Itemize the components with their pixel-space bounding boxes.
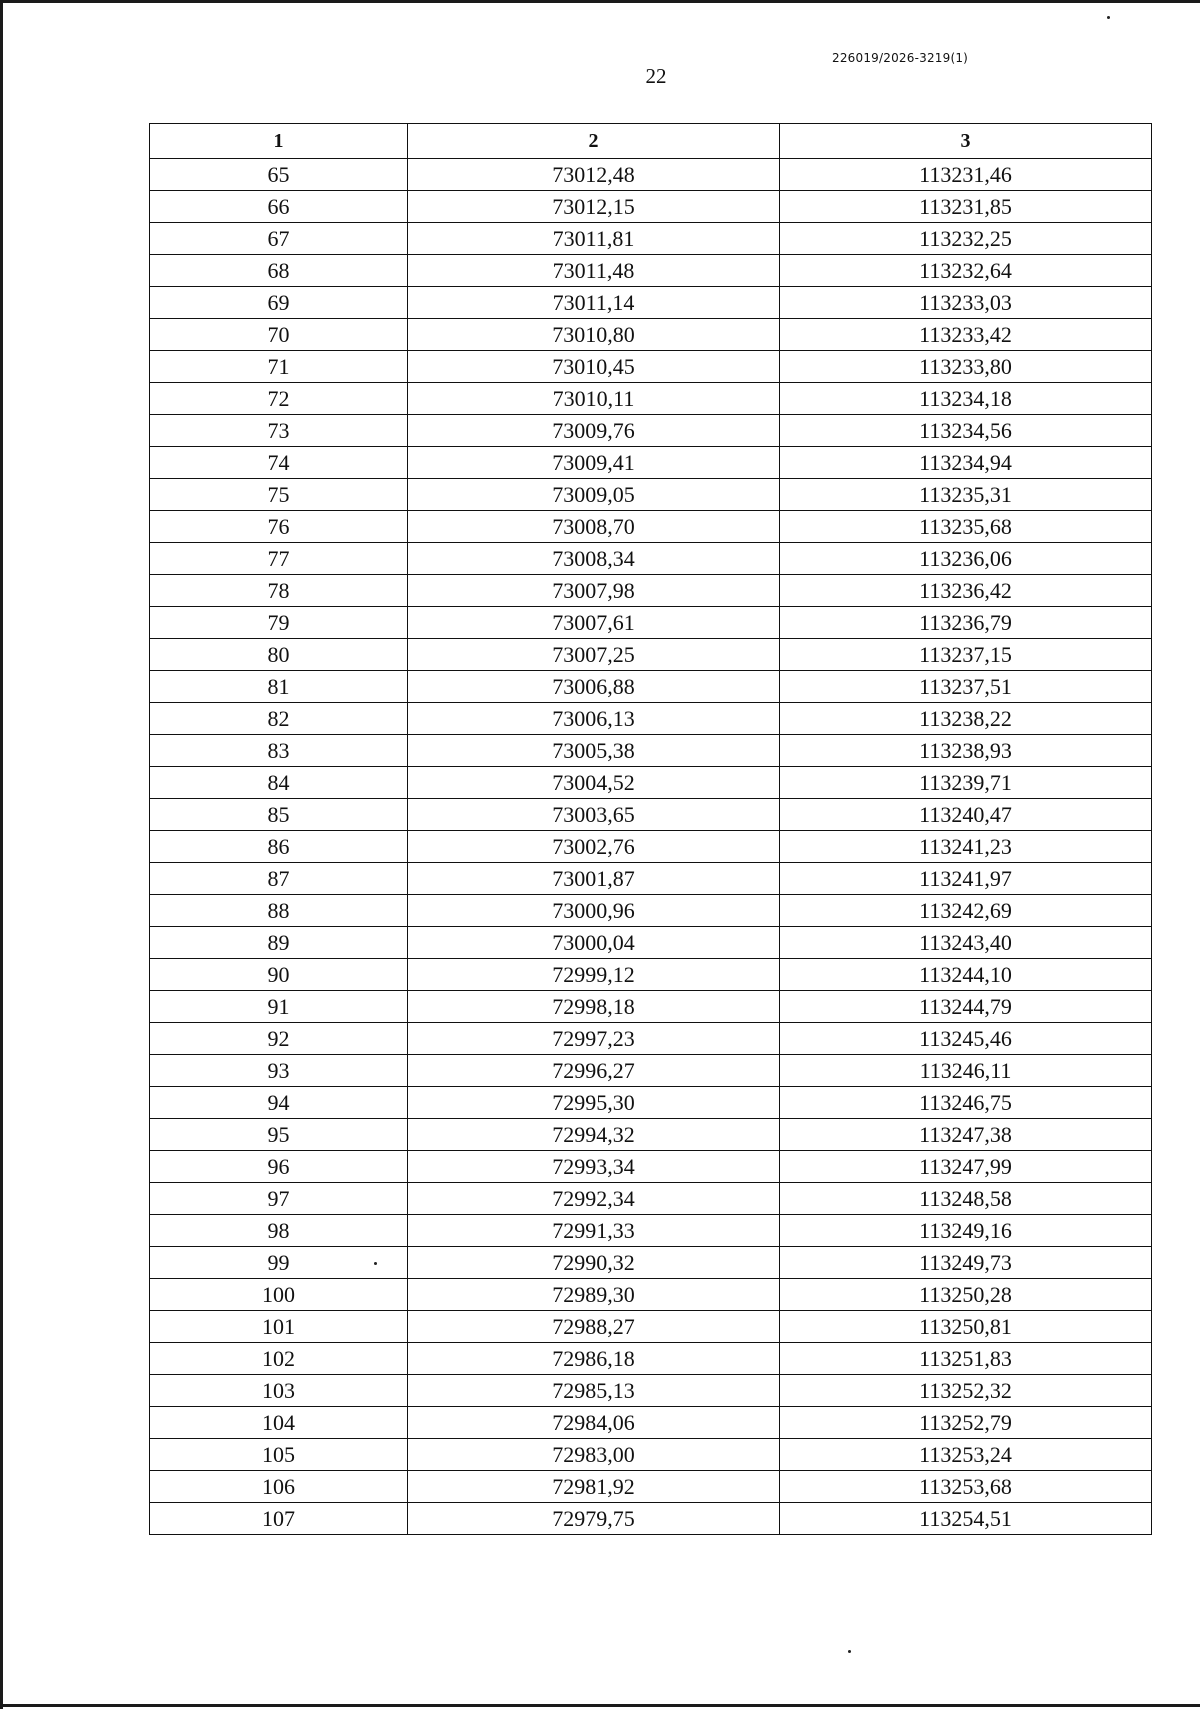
y-coordinate-cell: 113239,71 bbox=[780, 767, 1152, 799]
point-number-cell: 80 bbox=[150, 639, 408, 671]
x-coordinate-cell: 72979,75 bbox=[408, 1503, 780, 1535]
y-coordinate-cell: 113241,23 bbox=[780, 831, 1152, 863]
x-coordinate-cell: 72997,23 bbox=[408, 1023, 780, 1055]
x-coordinate-cell: 72990,32 bbox=[408, 1247, 780, 1279]
y-coordinate-cell: 113231,85 bbox=[780, 191, 1152, 223]
x-coordinate-cell: 72993,34 bbox=[408, 1151, 780, 1183]
y-coordinate-cell: 113252,79 bbox=[780, 1407, 1152, 1439]
scan-speck bbox=[848, 1650, 851, 1653]
table-body bbox=[150, 159, 1152, 1535]
point-number-cell: 104 bbox=[150, 1407, 408, 1439]
table-header bbox=[150, 124, 1152, 159]
column-header-3: 3 bbox=[780, 124, 1152, 159]
table-row bbox=[150, 223, 1152, 255]
point-number-cell: 83 bbox=[150, 735, 408, 767]
table-row bbox=[150, 1343, 1152, 1375]
y-coordinate-cell: 113247,99 bbox=[780, 1151, 1152, 1183]
coordinates-table bbox=[149, 123, 1152, 1535]
table-row bbox=[150, 511, 1152, 543]
x-coordinate-cell: 72994,32 bbox=[408, 1119, 780, 1151]
table-row bbox=[150, 415, 1152, 447]
y-coordinate-cell: 113240,47 bbox=[780, 799, 1152, 831]
point-number-cell: 70 bbox=[150, 319, 408, 351]
table-row bbox=[150, 1023, 1152, 1055]
x-coordinate-cell: 72985,13 bbox=[408, 1375, 780, 1407]
x-coordinate-cell: 73009,41 bbox=[408, 447, 780, 479]
coordinates-table-container bbox=[149, 123, 1152, 1535]
table-row bbox=[150, 1375, 1152, 1407]
x-coordinate-cell: 72988,27 bbox=[408, 1311, 780, 1343]
table-row bbox=[150, 159, 1152, 191]
x-coordinate-cell: 73011,81 bbox=[408, 223, 780, 255]
x-coordinate-cell: 72998,18 bbox=[408, 991, 780, 1023]
x-coordinate-cell: 72991,33 bbox=[408, 1215, 780, 1247]
y-coordinate-cell: 113234,56 bbox=[780, 415, 1152, 447]
table-row bbox=[150, 575, 1152, 607]
y-coordinate-cell: 113243,40 bbox=[780, 927, 1152, 959]
x-coordinate-cell: 73011,14 bbox=[408, 287, 780, 319]
point-number-cell: 77 bbox=[150, 543, 408, 575]
point-number-cell: 97 bbox=[150, 1183, 408, 1215]
point-number-cell: 96 bbox=[150, 1151, 408, 1183]
x-coordinate-cell: 73001,87 bbox=[408, 863, 780, 895]
x-coordinate-cell: 73012,15 bbox=[408, 191, 780, 223]
point-number-cell: 95 bbox=[150, 1119, 408, 1151]
table-row bbox=[150, 671, 1152, 703]
table-row bbox=[150, 1247, 1152, 1279]
y-coordinate-cell: 113236,06 bbox=[780, 543, 1152, 575]
y-coordinate-cell: 113244,79 bbox=[780, 991, 1152, 1023]
table-row bbox=[150, 1183, 1152, 1215]
table-row bbox=[150, 1311, 1152, 1343]
y-coordinate-cell: 113249,73 bbox=[780, 1247, 1152, 1279]
point-number-cell: 107 bbox=[150, 1503, 408, 1535]
x-coordinate-cell: 73010,11 bbox=[408, 383, 780, 415]
x-coordinate-cell: 73008,70 bbox=[408, 511, 780, 543]
table-row bbox=[150, 319, 1152, 351]
y-coordinate-cell: 113233,42 bbox=[780, 319, 1152, 351]
x-coordinate-cell: 72999,12 bbox=[408, 959, 780, 991]
point-number-cell: 68 bbox=[150, 255, 408, 287]
table-row bbox=[150, 959, 1152, 991]
table-row bbox=[150, 351, 1152, 383]
x-coordinate-cell: 73007,25 bbox=[408, 639, 780, 671]
y-coordinate-cell: 113237,51 bbox=[780, 671, 1152, 703]
point-number-cell: 82 bbox=[150, 703, 408, 735]
x-coordinate-cell: 73008,34 bbox=[408, 543, 780, 575]
table-row bbox=[150, 1087, 1152, 1119]
table-row bbox=[150, 1151, 1152, 1183]
table-row bbox=[150, 1407, 1152, 1439]
x-coordinate-cell: 73005,38 bbox=[408, 735, 780, 767]
y-coordinate-cell: 113251,83 bbox=[780, 1343, 1152, 1375]
scan-speck bbox=[374, 1262, 377, 1265]
y-coordinate-cell: 113242,69 bbox=[780, 895, 1152, 927]
x-coordinate-cell: 73006,13 bbox=[408, 703, 780, 735]
y-coordinate-cell: 113238,93 bbox=[780, 735, 1152, 767]
y-coordinate-cell: 113233,80 bbox=[780, 351, 1152, 383]
point-number-cell: 90 bbox=[150, 959, 408, 991]
y-coordinate-cell: 113254,51 bbox=[780, 1503, 1152, 1535]
point-number-cell: 85 bbox=[150, 799, 408, 831]
y-coordinate-cell: 113247,38 bbox=[780, 1119, 1152, 1151]
scan-border-top bbox=[0, 0, 1200, 3]
scan-border-left bbox=[0, 0, 3, 1709]
x-coordinate-cell: 72983,00 bbox=[408, 1439, 780, 1471]
point-number-cell: 76 bbox=[150, 511, 408, 543]
point-number-cell: 81 bbox=[150, 671, 408, 703]
x-coordinate-cell: 73003,65 bbox=[408, 799, 780, 831]
x-coordinate-cell: 73009,05 bbox=[408, 479, 780, 511]
x-coordinate-cell: 73007,98 bbox=[408, 575, 780, 607]
y-coordinate-cell: 113234,94 bbox=[780, 447, 1152, 479]
point-number-cell: 100 bbox=[150, 1279, 408, 1311]
table-row bbox=[150, 863, 1152, 895]
point-number-cell: 101 bbox=[150, 1311, 408, 1343]
table-row bbox=[150, 831, 1152, 863]
table-row bbox=[150, 767, 1152, 799]
point-number-cell: 66 bbox=[150, 191, 408, 223]
y-coordinate-cell: 113241,97 bbox=[780, 863, 1152, 895]
x-coordinate-cell: 72995,30 bbox=[408, 1087, 780, 1119]
table-row bbox=[150, 895, 1152, 927]
table-row bbox=[150, 191, 1152, 223]
table-row bbox=[150, 639, 1152, 671]
column-header-1: 1 bbox=[150, 124, 408, 159]
y-coordinate-cell: 113235,31 bbox=[780, 479, 1152, 511]
y-coordinate-cell: 113253,68 bbox=[780, 1471, 1152, 1503]
point-number-cell: 92 bbox=[150, 1023, 408, 1055]
y-coordinate-cell: 113236,79 bbox=[780, 607, 1152, 639]
point-number-cell: 86 bbox=[150, 831, 408, 863]
x-coordinate-cell: 72989,30 bbox=[408, 1279, 780, 1311]
table-row bbox=[150, 447, 1152, 479]
table-row bbox=[150, 991, 1152, 1023]
table-row bbox=[150, 1439, 1152, 1471]
x-coordinate-cell: 72984,06 bbox=[408, 1407, 780, 1439]
scan-speck bbox=[1107, 16, 1110, 19]
point-number-cell: 106 bbox=[150, 1471, 408, 1503]
x-coordinate-cell: 73010,80 bbox=[408, 319, 780, 351]
y-coordinate-cell: 113252,32 bbox=[780, 1375, 1152, 1407]
x-coordinate-cell: 73010,45 bbox=[408, 351, 780, 383]
y-coordinate-cell: 113246,75 bbox=[780, 1087, 1152, 1119]
point-number-cell: 72 bbox=[150, 383, 408, 415]
y-coordinate-cell: 113233,03 bbox=[780, 287, 1152, 319]
y-coordinate-cell: 113236,42 bbox=[780, 575, 1152, 607]
x-coordinate-cell: 73009,76 bbox=[408, 415, 780, 447]
table-row bbox=[150, 383, 1152, 415]
y-coordinate-cell: 113244,10 bbox=[780, 959, 1152, 991]
point-number-cell: 79 bbox=[150, 607, 408, 639]
y-coordinate-cell: 113246,11 bbox=[780, 1055, 1152, 1087]
point-number-cell: 91 bbox=[150, 991, 408, 1023]
x-coordinate-cell: 72981,92 bbox=[408, 1471, 780, 1503]
page-number: 22 bbox=[645, 64, 667, 88]
point-number-cell: 69 bbox=[150, 287, 408, 319]
point-number-cell: 74 bbox=[150, 447, 408, 479]
table-row bbox=[150, 479, 1152, 511]
point-number-cell: 87 bbox=[150, 863, 408, 895]
table-row bbox=[150, 1215, 1152, 1247]
table-row bbox=[150, 799, 1152, 831]
point-number-cell: 94 bbox=[150, 1087, 408, 1119]
x-coordinate-cell: 73000,96 bbox=[408, 895, 780, 927]
table-row bbox=[150, 735, 1152, 767]
point-number-cell: 73 bbox=[150, 415, 408, 447]
y-coordinate-cell: 113245,46 bbox=[780, 1023, 1152, 1055]
point-number-cell: 84 bbox=[150, 767, 408, 799]
y-coordinate-cell: 113232,25 bbox=[780, 223, 1152, 255]
column-header-2: 2 bbox=[408, 124, 780, 159]
y-coordinate-cell: 113248,58 bbox=[780, 1183, 1152, 1215]
y-coordinate-cell: 113234,18 bbox=[780, 383, 1152, 415]
table-row bbox=[150, 607, 1152, 639]
point-number-cell: 75 bbox=[150, 479, 408, 511]
x-coordinate-cell: 72992,34 bbox=[408, 1183, 780, 1215]
point-number-cell: 78 bbox=[150, 575, 408, 607]
point-number-cell: 103 bbox=[150, 1375, 408, 1407]
point-number-cell: 93 bbox=[150, 1055, 408, 1087]
table-row bbox=[150, 927, 1152, 959]
y-coordinate-cell: 113250,81 bbox=[780, 1311, 1152, 1343]
x-coordinate-cell: 72986,18 bbox=[408, 1343, 780, 1375]
y-coordinate-cell: 113253,24 bbox=[780, 1439, 1152, 1471]
x-coordinate-cell: 73007,61 bbox=[408, 607, 780, 639]
table-row bbox=[150, 287, 1152, 319]
y-coordinate-cell: 113250,28 bbox=[780, 1279, 1152, 1311]
y-coordinate-cell: 113235,68 bbox=[780, 511, 1152, 543]
table-row bbox=[150, 1503, 1152, 1535]
x-coordinate-cell: 73006,88 bbox=[408, 671, 780, 703]
table-row bbox=[150, 703, 1152, 735]
table-row bbox=[150, 543, 1152, 575]
point-number-cell: 98 bbox=[150, 1215, 408, 1247]
y-coordinate-cell: 113232,64 bbox=[780, 255, 1152, 287]
table-row bbox=[150, 1471, 1152, 1503]
point-number-cell: 88 bbox=[150, 895, 408, 927]
x-coordinate-cell: 73002,76 bbox=[408, 831, 780, 863]
y-coordinate-cell: 113238,22 bbox=[780, 703, 1152, 735]
table-row bbox=[150, 1119, 1152, 1151]
x-coordinate-cell: 73011,48 bbox=[408, 255, 780, 287]
document-reference: 226019/2026-3219(1) bbox=[832, 51, 969, 65]
table-row bbox=[150, 1055, 1152, 1087]
point-number-cell: 102 bbox=[150, 1343, 408, 1375]
x-coordinate-cell: 73004,52 bbox=[408, 767, 780, 799]
point-number-cell: 99 bbox=[150, 1247, 408, 1279]
y-coordinate-cell: 113249,16 bbox=[780, 1215, 1152, 1247]
point-number-cell: 65 bbox=[150, 159, 408, 191]
scan-border-bottom bbox=[0, 1704, 1200, 1707]
point-number-cell: 105 bbox=[150, 1439, 408, 1471]
table-row bbox=[150, 255, 1152, 287]
x-coordinate-cell: 73012,48 bbox=[408, 159, 780, 191]
x-coordinate-cell: 72996,27 bbox=[408, 1055, 780, 1087]
y-coordinate-cell: 113237,15 bbox=[780, 639, 1152, 671]
table-row bbox=[150, 1279, 1152, 1311]
point-number-cell: 71 bbox=[150, 351, 408, 383]
point-number-cell: 89 bbox=[150, 927, 408, 959]
point-number-cell: 67 bbox=[150, 223, 408, 255]
y-coordinate-cell: 113231,46 bbox=[780, 159, 1152, 191]
header-row bbox=[150, 124, 1152, 159]
x-coordinate-cell: 73000,04 bbox=[408, 927, 780, 959]
